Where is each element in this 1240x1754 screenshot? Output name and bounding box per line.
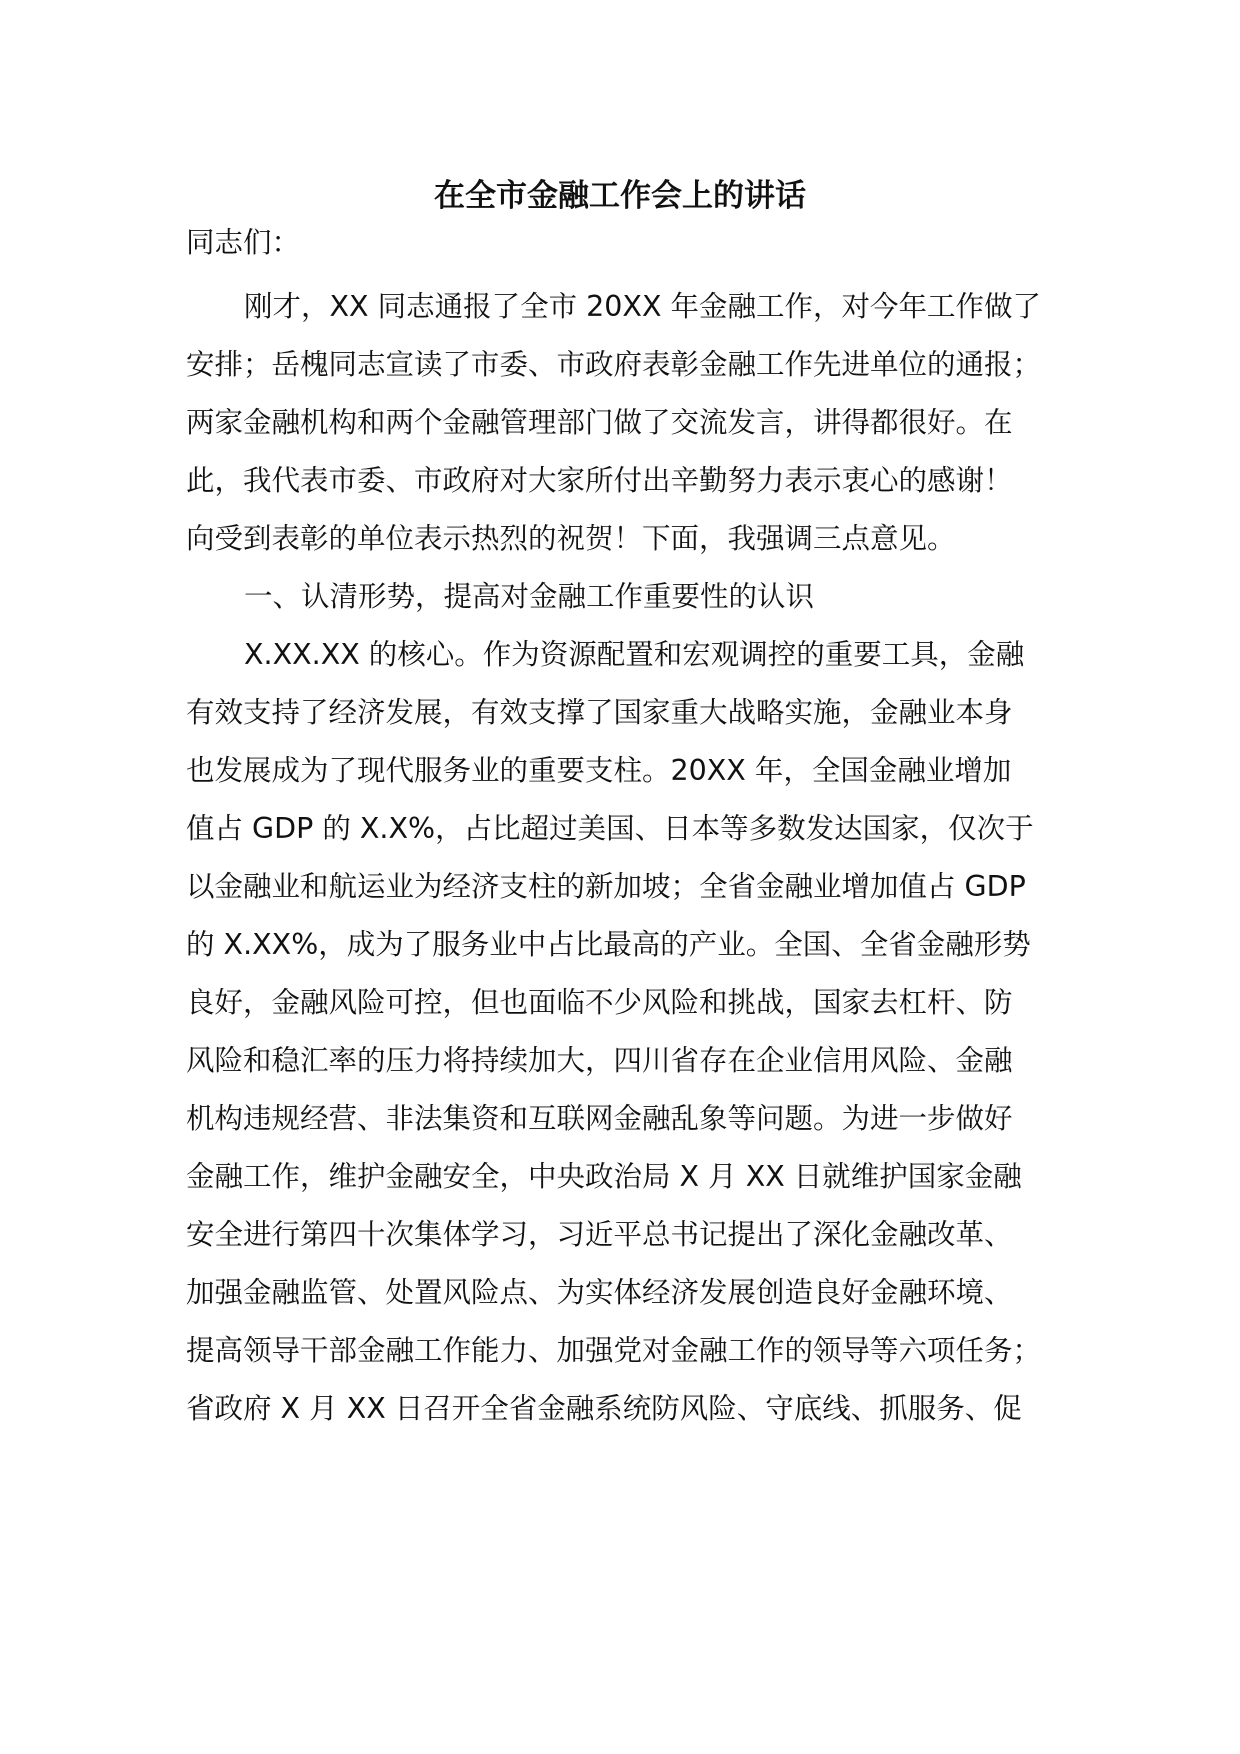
document-title: 在全市金融工作会上的讲话 [434,178,806,214]
body-line-13: 良好，金融风险可控，但也面临不少风险和挑战，国家去杠杆、防 [186,986,1013,1019]
body-line-7: X.XX.XX 的核心。作为资源配置和宏观调控的重要工具，金融 [244,638,1025,671]
body-line-8: 有效支持了经济发展，有效支撑了国家重大战略实施，金融业本身 [186,696,1013,729]
body-line-16: 金融工作，维护金融安全，中央政治局 X 月 XX 日就维护国家金融 [186,1160,1022,1193]
body-line-18: 加强金融监管、处置风险点、为实体经济发展创造良好金融环境、 [186,1276,1013,1309]
body-line-3: 两家金融机构和两个金融管理部门做了交流发言，讲得都很好。在 [186,406,1013,439]
section-heading: 一、认清形势，提高对金融工作重要性的认识 [244,580,815,613]
body-line-1: 刚才，XX 同志通报了全市 20XX 年金融工作，对今年工作做了 [244,290,1042,323]
body-line-17: 安全进行第四十次集体学习，习近平总书记提出了深化金融改革、 [186,1218,1013,1251]
body-line-15: 机构违规经营、非法集资和互联网金融乱象等问题。为进一步做好 [186,1102,1013,1135]
body-line-12: 的 X.XX%，成为了服务业中占比最高的产业。全国、全省金融形势 [186,928,1031,961]
body-line-20: 省政府 X 月 XX 日召开全省金融系统防风险、守底线、抓服务、促 [186,1392,1022,1425]
body-line-11: 以金融业和航运业为经济支柱的新加坡；全省金融业增加值占 GDP [186,870,1026,903]
greeting-line: 同志们： [186,226,301,259]
body-line-4: 此，我代表市委、市政府对大家所付出辛勤努力表示衷心的感谢！ [186,464,1013,497]
body-line-19: 提高领导干部金融工作能力、加强党对金融工作的领导等六项任务； [186,1334,1042,1367]
body-line-14: 风险和稳汇率的压力将持续加大，四川省存在企业信用风险、金融 [186,1044,1013,1077]
body-line-9: 也发展成为了现代服务业的重要支柱。20XX 年，全国金融业增加 [186,754,1012,787]
body-line-2: 安排；岳槐同志宣读了市委、市政府表彰金融工作先进单位的通报； [186,348,1042,381]
body-line-10: 值占 GDP 的 X.X%，占比超过美国、日本等多数发达国家，仅次于 [186,812,1034,845]
body-line-5: 向受到表彰的单位表示热烈的祝贺！下面，我强调三点意见。 [186,522,956,555]
